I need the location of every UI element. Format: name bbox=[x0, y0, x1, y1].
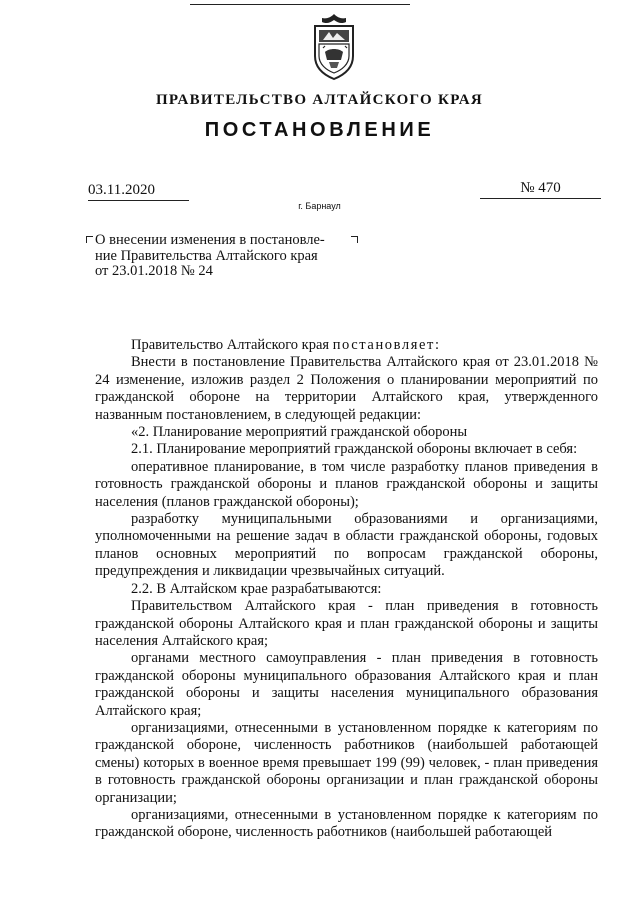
subject-line: О внесении изменения в постановле- bbox=[95, 232, 325, 248]
top-rule bbox=[190, 4, 410, 5]
paragraph: «2. Планирование мероприятий гражданской обороны bbox=[131, 424, 468, 441]
paragraph: органами местного самоуправления - план приведения в готовность гражданской обороны муниципального образования Алтайского края и план гражданской обороны и защиты населения муниципального образования Алтайского края; bbox=[95, 650, 598, 719]
document-number: № 470 bbox=[480, 180, 601, 199]
subject-corner-left bbox=[86, 236, 93, 243]
document-body bbox=[95, 337, 598, 842]
paragraph: 2.1. Планирование мероприятий гражданской обороны включает в себя: bbox=[131, 441, 578, 458]
paragraph: организациями, отнесенными в установленном порядке к категориям по гражданской обороне, численность работников (наибольшей работающей bbox=[95, 806, 598, 841]
preamble-text: Правительство Алтайского края bbox=[131, 337, 333, 353]
government-title: ПРАВИТЕЛЬСТВО АЛТАЙСКОГО КРАЯ bbox=[155, 92, 484, 108]
subject-line: от 23.01.2018 № 24 bbox=[95, 263, 213, 279]
document-subject bbox=[95, 233, 355, 280]
paragraph: Правительством Алтайского края - план приведения в готовность гражданской обороны Алтайского края и план гражданской обороны и защиты населения Алтайского края; bbox=[95, 598, 598, 649]
subject-line: ние Правительства Алтайского края bbox=[95, 247, 318, 264]
paragraph: оперативное планирование, в том числе разработку планов приведения в готовность гражданской обороны и планов гражданской обороны и защиты населения (планов гражданской обороны); bbox=[95, 458, 598, 510]
paragraph: организациями, отнесенными в установленном порядке к категориям по гражданской обороне, численность работников (наибольшей работающей смены) которых в военное время превышает 199 (99) человек, - план приведения в готовность гражданской обороны организации и план гражданской обороны организации; bbox=[95, 719, 598, 806]
paragraph: Внести в постановление Правительства Алтайского края от 23.01.2018 № 24 изменение, изложив раздел 2 Положения о планировании мероприятий по гражданской обороне на территории Алтайского края, утвержденного названным постановлением, в следующей редакции: bbox=[95, 354, 598, 423]
resolves-word: постановляет: bbox=[332, 337, 441, 353]
paragraph: 2.2. В Алтайском крае разрабатываются: bbox=[131, 580, 382, 597]
paragraph: разработку муниципальными образованиями и организациями, уполномоченными на решение задач в области гражданской обороны, годовых планов основных мероприятий по вопросам гражданской обороны, предупреждения и ликвидации чрезвычайных ситуаций. bbox=[95, 511, 598, 580]
document-kind: ПОСТАНОВЛЕНИЕ bbox=[204, 119, 435, 141]
paragraph bbox=[95, 337, 598, 354]
coat-of-arms-icon bbox=[311, 12, 357, 82]
document-city: г. Барнаул bbox=[298, 201, 341, 211]
document-date: 03.11.2020 bbox=[88, 182, 189, 201]
